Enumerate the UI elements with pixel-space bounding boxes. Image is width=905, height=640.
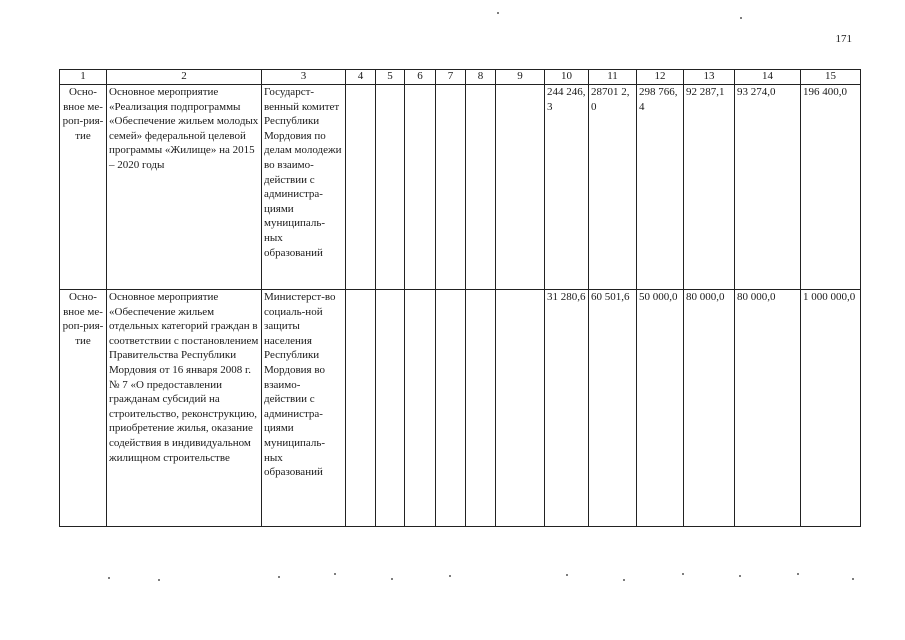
value-cell-6 xyxy=(405,290,436,527)
value-cell-15: 1 000 000,0 xyxy=(801,290,861,527)
col-header-12: 12 xyxy=(637,70,684,85)
executor-cell: Министерст-во социаль-ной защиты населения Республики Мордовия во взаимо-действии с администра-циями муниципаль-ных образований xyxy=(262,290,346,527)
table-row xyxy=(60,85,861,290)
value-cell-9 xyxy=(496,290,545,527)
scan-speck xyxy=(852,578,854,580)
scan-speck xyxy=(278,576,280,578)
col-header-9: 9 xyxy=(496,70,545,85)
activity-name-cell: Основное мероприятие «Обеспечение жильем отдельных категорий граждан в соответствии с постановлением Правительства Республики Мордовия от 16 января 2008 г. № 7 «О предоставлении гражданам субсидий на строительство, реконструкцию, приобретение жилья, оказание содействия в индивидуальном жилищном строительстве xyxy=(107,290,262,527)
scan-speck xyxy=(740,17,742,19)
value-cell-5 xyxy=(376,290,405,527)
scan-speck xyxy=(108,577,110,579)
scan-speck xyxy=(449,575,451,577)
row-type-cell: Осно-вное ме-роп-рия-тие xyxy=(60,85,107,290)
value-cell-12: 50 000,0 xyxy=(637,290,684,527)
value-cell-7 xyxy=(436,85,466,290)
col-header-1: 1 xyxy=(60,70,107,85)
col-header-7: 7 xyxy=(436,70,466,85)
value-cell-14: 93 274,0 xyxy=(735,85,801,290)
scan-speck xyxy=(682,573,684,575)
col-header-13: 13 xyxy=(684,70,735,85)
value-cell-6 xyxy=(405,85,436,290)
value-cell-4 xyxy=(346,85,376,290)
page-number: 171 xyxy=(835,33,852,45)
col-header-6: 6 xyxy=(405,70,436,85)
value-cell-13: 80 000,0 xyxy=(684,290,735,527)
scan-speck xyxy=(497,12,499,14)
scan-speck xyxy=(391,578,393,580)
table-row xyxy=(60,290,861,527)
value-cell-8 xyxy=(466,290,496,527)
col-header-5: 5 xyxy=(376,70,405,85)
col-header-3: 3 xyxy=(262,70,346,85)
value-cell-14: 80 000,0 xyxy=(735,290,801,527)
value-cell-7 xyxy=(436,290,466,527)
scan-speck xyxy=(334,573,336,575)
col-header-14: 14 xyxy=(735,70,801,85)
col-header-4: 4 xyxy=(346,70,376,85)
value-cell-8 xyxy=(466,85,496,290)
value-cell-4 xyxy=(346,290,376,527)
scan-speck xyxy=(566,574,568,576)
col-header-2: 2 xyxy=(107,70,262,85)
value-cell-11: 28701 2,0 xyxy=(589,85,637,290)
value-cell-10: 244 246,3 xyxy=(545,85,589,290)
activity-name-cell: Основное мероприятие «Реализация подпрограммы «Обеспечение жильем молодых семей» федеральной целевой программы «Жилище» на 2015 – 2020 годы xyxy=(107,85,262,290)
scan-speck xyxy=(623,579,625,581)
value-cell-9 xyxy=(496,85,545,290)
row-type-cell: Осно-вное ме-роп-рия-тие xyxy=(60,290,107,527)
scan-speck xyxy=(797,573,799,575)
col-header-11: 11 xyxy=(589,70,637,85)
value-cell-15: 196 400,0 xyxy=(801,85,861,290)
scan-speck xyxy=(158,579,160,581)
program-table xyxy=(59,69,861,527)
scan-speck xyxy=(739,575,741,577)
column-number-row xyxy=(60,70,861,85)
value-cell-11: 60 501,6 xyxy=(589,290,637,527)
col-header-15: 15 xyxy=(801,70,861,85)
value-cell-5 xyxy=(376,85,405,290)
value-cell-12: 298 766,4 xyxy=(637,85,684,290)
col-header-8: 8 xyxy=(466,70,496,85)
value-cell-10: 31 280,6 xyxy=(545,290,589,527)
col-header-10: 10 xyxy=(545,70,589,85)
value-cell-13: 92 287,1 xyxy=(684,85,735,290)
executor-cell: Государст-венный комитет Республики Мордовия по делам молодежи во взаимо-действии с администра-циями муниципаль-ных образований xyxy=(262,85,346,290)
